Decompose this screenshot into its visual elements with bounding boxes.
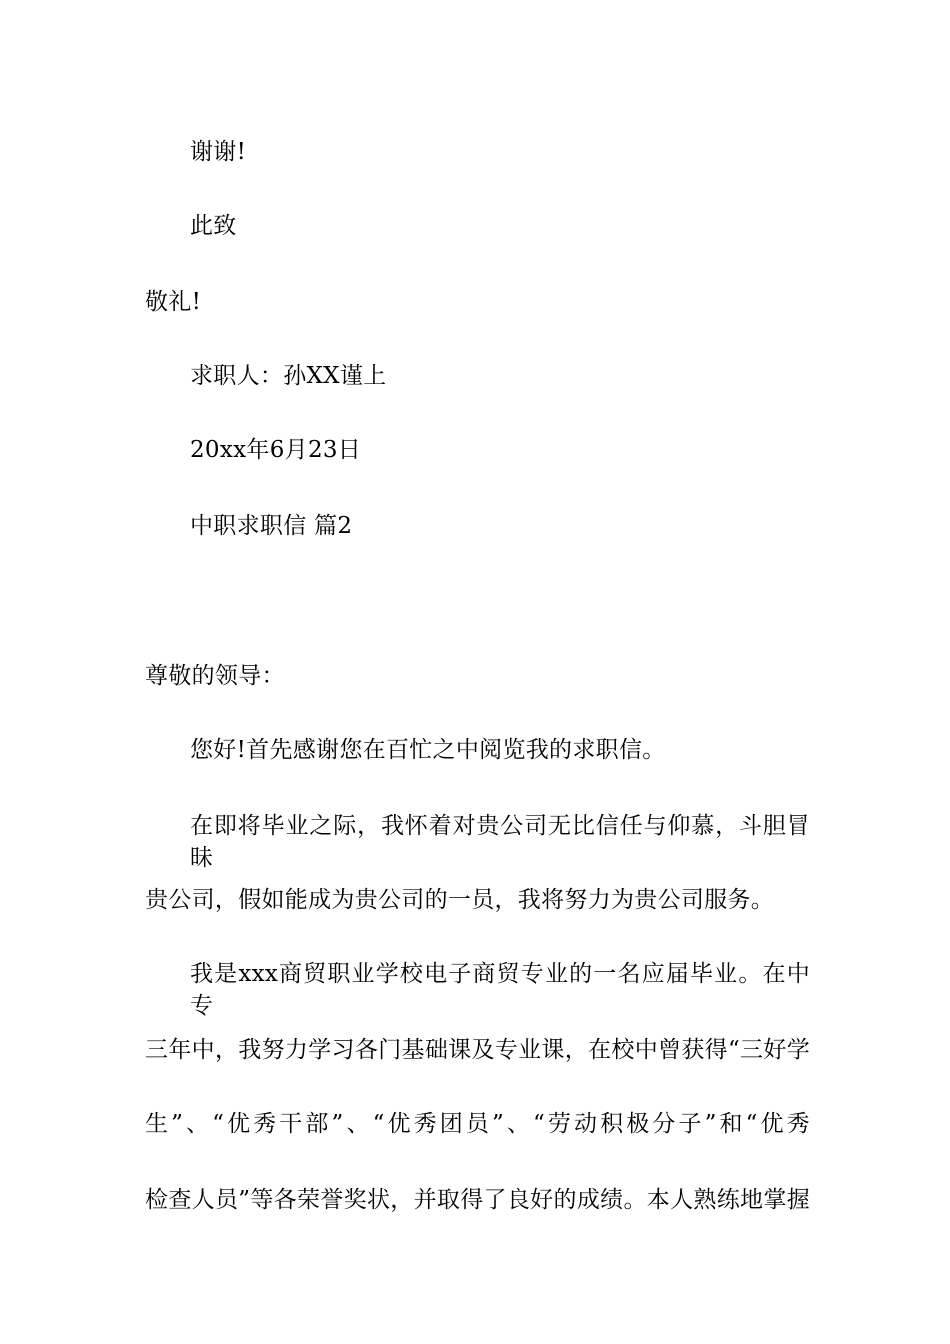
paragraph-line: 您好!首先感谢您在百忙之中阅览我的求职信。 (190, 737, 666, 763)
signature-line: 求职人：孙XX谨上 (190, 363, 387, 389)
closing-line: 此致 (190, 213, 237, 239)
paragraph-line: 在即将毕业之际，我怀着对贵公司无比信任与仰慕，斗胆冒昧 (190, 813, 810, 871)
paragraph-line: 检查人员”等各荣誉奖状，并取得了良好的成绩。本人熟练地掌握 (145, 1187, 810, 1213)
date-line: 20xx年6月23日 (190, 437, 362, 463)
paragraph-line: 贵公司，假如能成为贵公司的一员，我将努力为贵公司服务。 (145, 887, 775, 913)
section-title: 中职求职信 篇2 (190, 513, 353, 539)
greeting-line: 尊敬的领导： (145, 663, 285, 689)
paragraph-line: 生”、“优秀干部”、“优秀团员”、“劳动积极分子”和“优秀 (145, 1111, 810, 1137)
paragraph-line: 三年中，我努力学习各门基础课及专业课，在校中曾获得“三好学 (145, 1037, 810, 1063)
paragraph-line: 我是xxx商贸职业学校电子商贸专业的一名应届毕业。在中专 (190, 961, 810, 1019)
thanks-line: 谢谢! (190, 139, 247, 165)
salutation-line: 敬礼! (145, 289, 202, 315)
